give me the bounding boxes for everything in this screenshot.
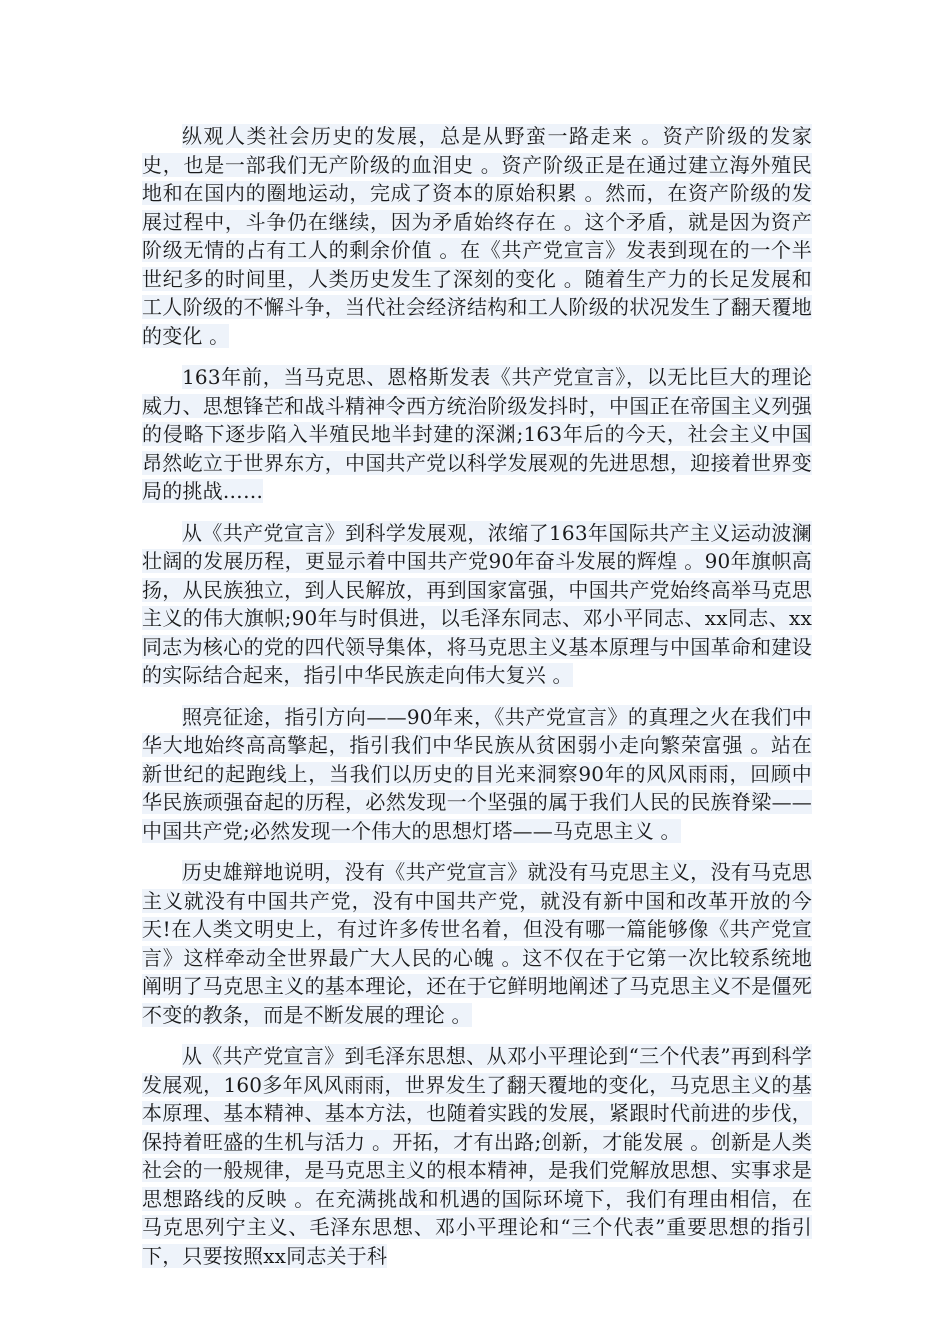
paragraph-1-text: 纵观人类社会历史的发展，总是从野蛮一路走来 。资产阶级的发家史，也是一部我们无产阶级的血泪史 。资产阶级正是在通过建立海外殖民地和在国内的圈地运动，完成了资本的原始积累 。然而，在资产阶级的发展过程中，斗争仍在继续，因为矛盾始终存在 。这个矛盾，就是因为资产阶级无情的占有工人的剩余价值 。在《共产党宣言》发表到现在的一个半世纪多的时间里，人类历史发生了深刻的变化 。随着生产力的长足发展和工人阶级的不懈斗争，当代社会经济结构和工人阶级的状况发生了翻天覆地的变化 。 <box>142 124 812 348</box>
paragraph-6-text: 从《共产党宣言》到毛泽东思想、从邓小平理论到“三个代表”再到科学发展观，160多年风风雨雨，世界发生了翻天覆地的变化，马克思主义的基本原理、基本精神、基本方法，也随着实践的发展，紧跟时代前进的步伐，保持着旺盛的生机与活力 。开拓，才有出路;创新，才能发展 。创新是人类社会的一般规律，是马克思主义的根本精神，是我们党解放思想、实事求是思想路线的反映 。在充满挑战和机遇的国际环境下，我们有理由相信，在马克思列宁主义、毛泽东思想、邓小平理论和“三个代表”重要思想的指引下，只要按照xx同志关于科 <box>142 1044 812 1268</box>
paragraph-4 <box>142 703 812 846</box>
paragraph-5 <box>142 858 812 1029</box>
paragraph-3-text: 从《共产党宣言》到科学发展观，浓缩了163年国际共产主义运动波澜壮阔的发展历程，更显示着中国共产党90年奋斗发展的辉煌 。90年旗帜高扬，从民族独立，到人民解放，再到国家富强，中国共产党始终高举马克思主义的伟大旗帜;90年与时俱进，以毛泽东同志、邓小平同志、xx同志、xx同志为核心的党的四代领导集体，将马克思主义基本原理与中国革命和建设的实际结合起来，指引中华民族走向伟大复兴 。 <box>142 520 812 687</box>
paragraph-3 <box>142 519 812 690</box>
paragraph-2-text: 163年前，当马克思、恩格斯发表《共产党宣言》，以无比巨大的理论威力、思想锋芒和战斗精神令西方统治阶级发抖时，中国正在帝国主义列强的侵略下逐步陷入半殖民地半封建的深渊;163年后的今天，社会主义中国昂然屹立于世界东方，中国共产党以科学发展观的先进思想，迎接着世界变局的挑战…… <box>142 365 812 503</box>
paragraph-4-text: 照亮征途，指引方向——90年来，《共产党宣言》的真理之火在我们中华大地始终高高擎起，指引我们中华民族从贫困弱小走向繁荣富强 。站在新世纪的起跑线上，当我们以历史的目光来洞察90年的风风雨雨，回顾中华民族顽强奋起的历程，必然发现一个坚强的属于我们人民的民族脊梁——中国共产党;必然发现一个伟大的思想灯塔——马克思主义 。 <box>142 704 812 843</box>
paragraph-2 <box>142 363 812 506</box>
paragraph-1 <box>142 122 812 350</box>
paragraph-5-text: 历史雄辩地说明，没有《共产党宣言》就没有马克思主义，没有马克思主义就没有中国共产党，没有中国共产党，就没有新中国和改革开放的今天!在人类文明史上，有过许多传世名着，但没有哪一篇能够像《共产党宣言》这样牵动全世界最广大人民的心魄 。这不仅在于它第一次比较系统地阐明了马克思主义的基本理论，还在于它鲜明地阐述了马克思主义不是僵死不变的教条，而是不断发展的理论 。 <box>142 860 812 1027</box>
paragraph-6 <box>142 1042 812 1270</box>
document-body <box>142 122 812 1283</box>
